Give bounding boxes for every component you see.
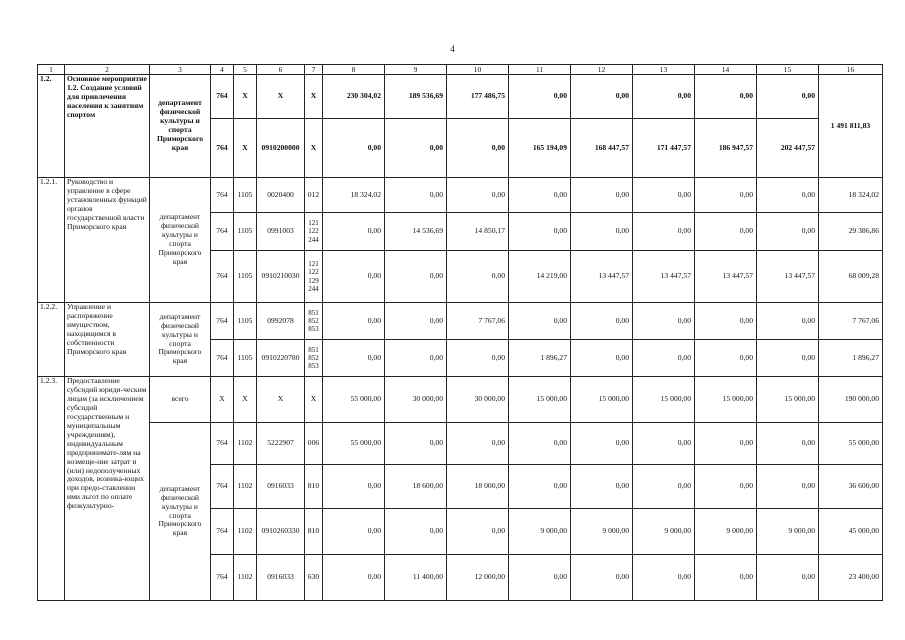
cell: 13 447,57 [633,251,695,303]
cell: 0,00 [571,465,633,509]
cell: 0,00 [571,75,633,119]
column-header: 16 [819,65,883,75]
cell: 0,00 [695,423,757,465]
cell: 0,00 [633,213,695,251]
cell: 0,00 [323,303,385,340]
cell: 0,00 [571,213,633,251]
cell: 11 400,00 [385,555,447,601]
cell: 0,00 [757,423,819,465]
cell: 5222907 [257,423,305,465]
cell: 0020400 [257,178,305,213]
cell: 006 [305,423,323,465]
cell: 55 000,00 [819,423,883,465]
cell: 0,00 [633,555,695,601]
cell: 0,00 [633,303,695,340]
cell: 0,00 [385,251,447,303]
cell: 9 000,00 [695,509,757,555]
cell: 0,00 [633,178,695,213]
cell: 764 [211,465,234,509]
cell: 13 447,57 [695,251,757,303]
cell: 15 000,00 [633,377,695,423]
cell: 18 324,02 [819,178,883,213]
cell: 0,00 [323,555,385,601]
cell: Х [234,75,257,119]
cell: 68 009,28 [819,251,883,303]
column-header: 4 [211,65,234,75]
cell: 0,00 [509,213,571,251]
column-header: 3 [150,65,211,75]
cell: 0,00 [323,213,385,251]
cell: 30 000,00 [447,377,509,423]
cell: 0,00 [695,340,757,377]
column-header: 9 [385,65,447,75]
cell: 55 000,00 [323,423,385,465]
cell: 0,00 [757,178,819,213]
cell: 9 000,00 [757,509,819,555]
cell: 18 600,00 [385,465,447,509]
cell: 0,00 [757,75,819,119]
cell: 121 122 129 244 [305,251,323,303]
cell: 0,00 [695,555,757,601]
cell: 168 447,57 [571,119,633,178]
cell: 012 [305,178,323,213]
cell: 0,00 [633,340,695,377]
cell: 0,00 [447,423,509,465]
row-id: 1.2.2. [38,303,65,377]
cell: 764 [211,178,234,213]
table-row [38,303,883,340]
cell: 13 447,57 [571,251,633,303]
cell: 764 [211,509,234,555]
cell: 171 447,57 [633,119,695,178]
cell: 121 122 244 [305,213,323,251]
executor: департамент физической культуры и спорта Приморского края [150,303,211,377]
cell: 29 386,86 [819,213,883,251]
cell: 764 [211,340,234,377]
measure-name: Руководство и управление в сфере установленных функций органов государственной власти Приморского края [65,178,150,303]
cell: 0,00 [509,178,571,213]
cell: 764 [211,303,234,340]
cell: 0,00 [509,75,571,119]
cell: 36 600,00 [819,465,883,509]
cell: 12 000,00 [447,555,509,601]
cell: 190 000,00 [819,377,883,423]
executor-total: всего [150,377,211,423]
cell: 15 000,00 [695,377,757,423]
cell: 0,00 [633,75,695,119]
cell: 0,00 [385,119,447,178]
cell: 851 852 853 [305,340,323,377]
cell: 810 [305,509,323,555]
cell: Х [305,377,323,423]
cell: 0,00 [757,340,819,377]
cell: 1105 [234,251,257,303]
cell: 202 447,57 [757,119,819,178]
cell: 9 000,00 [633,509,695,555]
cell: 0910220780 [257,340,305,377]
cell: 1102 [234,509,257,555]
cell: 0,00 [571,555,633,601]
measure-name: Основное мероприятие 1.2. Создание условий для привлечения населения к занятиям спортом [65,75,150,178]
cell: 0,00 [385,509,447,555]
cell: 0,00 [757,465,819,509]
cell: 0,00 [385,423,447,465]
cell: 15 000,00 [509,377,571,423]
cell: 0,00 [695,303,757,340]
cell: 1105 [234,213,257,251]
column-header: 2 [65,65,150,75]
cell: 230 304,02 [323,75,385,119]
cell: 0,00 [633,465,695,509]
cell: 1 896,27 [819,340,883,377]
executor: департамент физической культуры и спорта Приморского края [150,75,211,178]
cell: 9 000,00 [571,509,633,555]
cell: 0,00 [323,119,385,178]
cell: 23 400,00 [819,555,883,601]
cell: Х [305,119,323,178]
executor: департамент физической культуры и спорта Приморского края [150,423,211,601]
measure-name: Предоставление субсидий юриди-ческим лицам (за исключением субсидий государственным и муниципальным учреждениям), индивидуальным предпринимате-лям на возмеще-ние затрат и (или) недополученных доходов, возника-ющих при предо-ставлении ими льгот по оплате физкультурно- [65,377,150,601]
cell: 0,00 [447,251,509,303]
cell: 0,00 [757,303,819,340]
row-id: 1.2.3. [38,377,65,601]
cell: 0,00 [757,555,819,601]
cell: 0,00 [695,178,757,213]
executor: департамент физической культуры и спорта Приморского края [150,178,211,303]
cell: 7 767,06 [447,303,509,340]
cell: 0,00 [447,119,509,178]
table-row [38,178,883,213]
cell: 0,00 [323,465,385,509]
cell: 15 000,00 [571,377,633,423]
cell: 0,00 [571,340,633,377]
cell: 764 [211,213,234,251]
table-row [38,75,883,119]
cell: 0,00 [633,423,695,465]
column-numbers-row [38,65,883,75]
cell: 0916033 [257,555,305,601]
cell: 0,00 [571,178,633,213]
column-header: 14 [695,65,757,75]
cell: 764 [211,555,234,601]
cell: 1102 [234,423,257,465]
table-row [38,423,883,465]
cell: 177 486,75 [447,75,509,119]
cell: Х [211,377,234,423]
column-header: 8 [323,65,385,75]
cell: 30 000,00 [385,377,447,423]
cell: 0,00 [571,303,633,340]
cell: 0910210030 [257,251,305,303]
cell: 15 000,00 [757,377,819,423]
column-header: 7 [305,65,323,75]
cell: 764 [211,251,234,303]
cell: 1105 [234,178,257,213]
cell: 0,00 [695,75,757,119]
cell: 1105 [234,340,257,377]
column-header: 12 [571,65,633,75]
cell: 810 [305,465,323,509]
cell: 1105 [234,303,257,340]
cell: 14 219,00 [509,251,571,303]
measure-name: Управление и распоряжение имуществом, находящимся в собственности Приморского края [65,303,150,377]
cell: 55 000,00 [323,377,385,423]
cell: 0910200000 [257,119,305,178]
cell: 0,00 [385,340,447,377]
cell: 13 447,57 [757,251,819,303]
cell: 45 000,00 [819,509,883,555]
cell: 14 536,69 [385,213,447,251]
cell: 764 [211,75,234,119]
column-header: 6 [257,65,305,75]
cell: Х [257,377,305,423]
cell: 0,00 [447,178,509,213]
cell: 630 [305,555,323,601]
cell: 0,00 [447,509,509,555]
cell: 1102 [234,555,257,601]
row-id: 1.2.1. [38,178,65,303]
budget-table [37,64,883,601]
cell: 186 947,57 [695,119,757,178]
column-header: 1 [38,65,65,75]
column-header: 13 [633,65,695,75]
column-header: 15 [757,65,819,75]
cell: 851 852 853 [305,303,323,340]
cell: 14 850,17 [447,213,509,251]
cell: 18 000,00 [447,465,509,509]
column-header: 5 [234,65,257,75]
cell: Х [234,377,257,423]
cell: 0,00 [385,303,447,340]
cell: 0,00 [509,465,571,509]
cell: 0,00 [695,465,757,509]
cell: 0,00 [385,178,447,213]
cell: 1 896,27 [509,340,571,377]
cell: 0,00 [323,340,385,377]
cell: 0,00 [323,509,385,555]
cell: 0,00 [509,555,571,601]
cell: 0,00 [757,213,819,251]
cell: Х [257,75,305,119]
cell: 0,00 [695,213,757,251]
cell: 0910260330 [257,509,305,555]
cell: 764 [211,119,234,178]
cell: Х [305,75,323,119]
cell: 764 [211,423,234,465]
cell: 18 324,02 [323,178,385,213]
cell: 9 000,00 [509,509,571,555]
cell: 0,00 [571,423,633,465]
cell: 0,00 [323,251,385,303]
cell: 0,00 [509,303,571,340]
cell: Х [234,119,257,178]
cell: 0,00 [447,340,509,377]
cell: 0992078 [257,303,305,340]
cell: 0916033 [257,465,305,509]
cell: 0,00 [509,423,571,465]
cell: 7 767,06 [819,303,883,340]
column-header: 10 [447,65,509,75]
column-header: 11 [509,65,571,75]
cell: 0991003 [257,213,305,251]
cell: 189 536,69 [385,75,447,119]
section-total: 1 491 811,83 [819,75,883,178]
cell: 1102 [234,465,257,509]
table-row [38,377,883,423]
row-id: 1.2. [38,75,65,178]
cell: 165 194,09 [509,119,571,178]
page-number: 4 [450,44,455,54]
